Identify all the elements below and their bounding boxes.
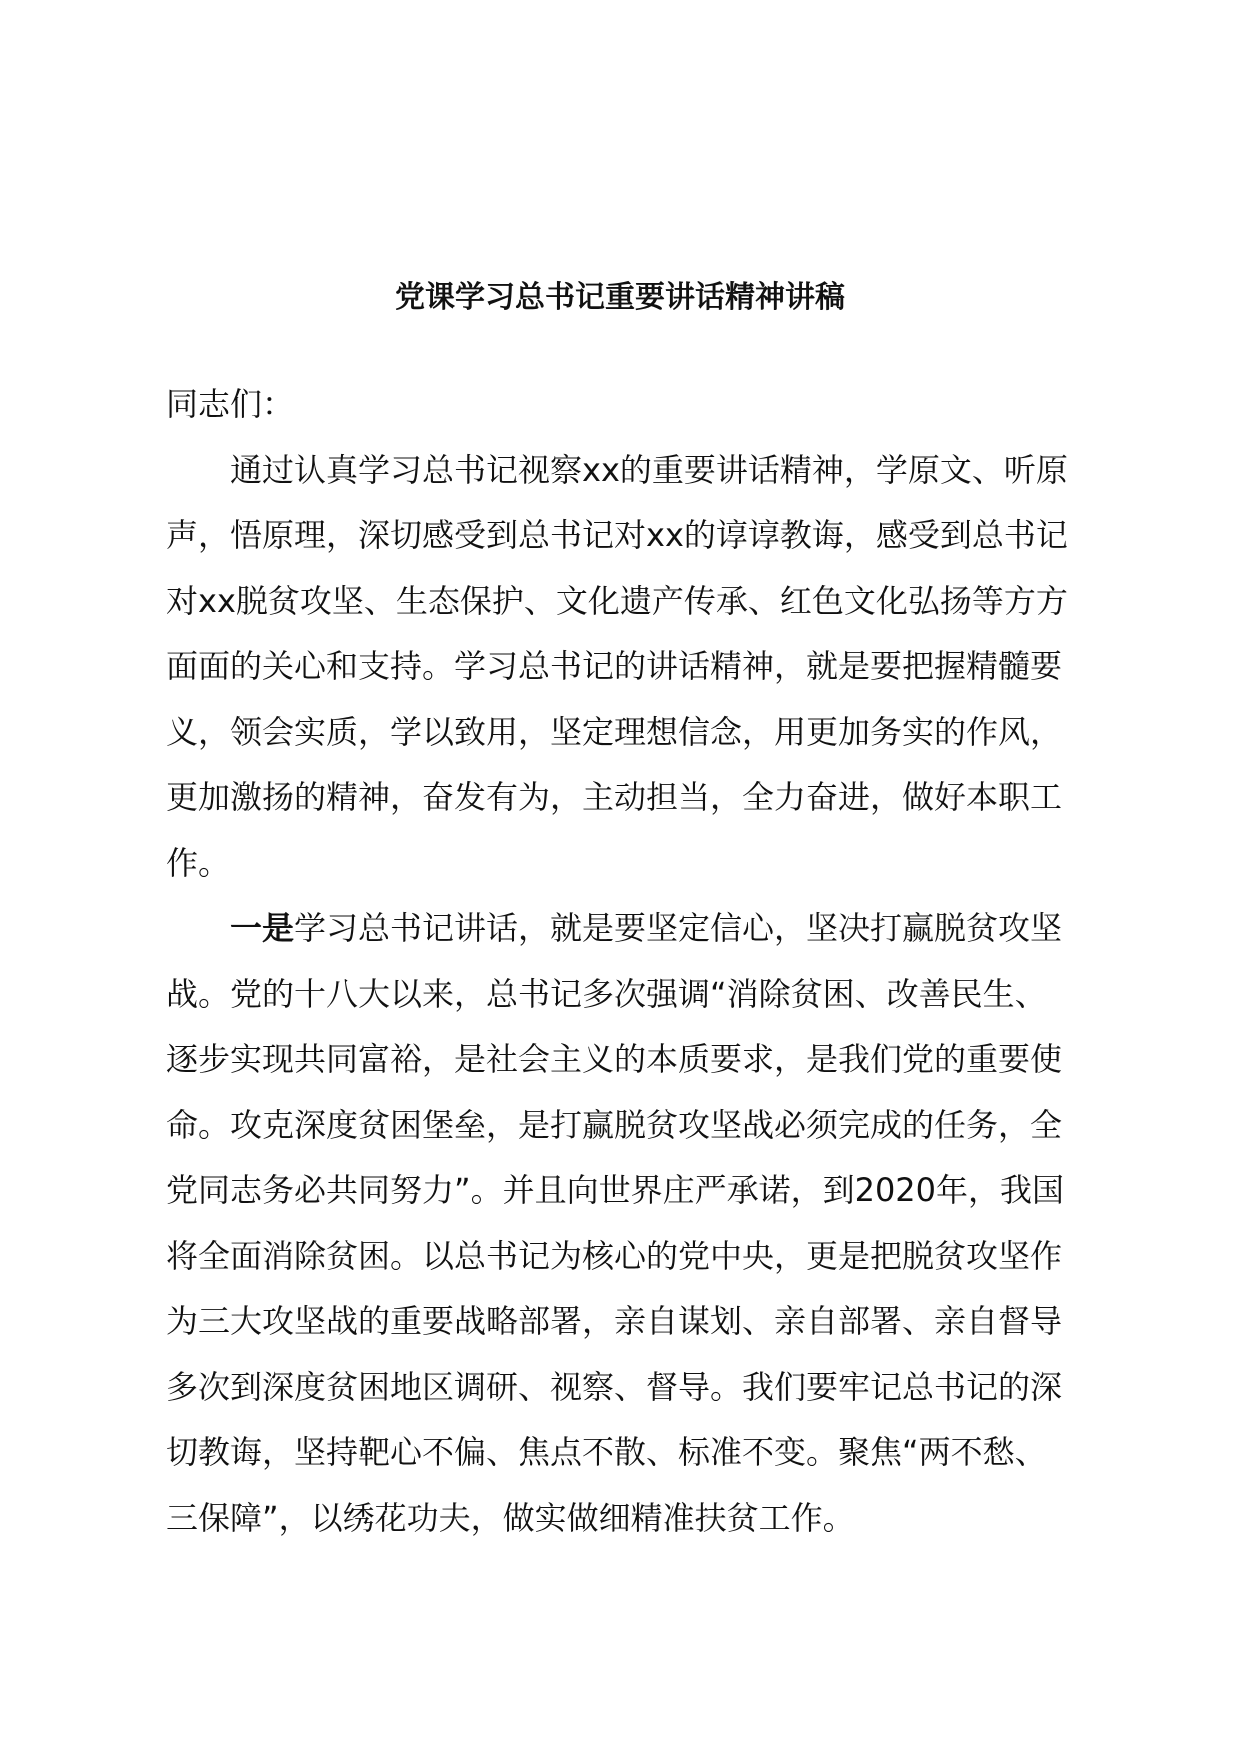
paragraph-2-indent <box>166 909 230 947</box>
salutation: 同志们： <box>166 385 295 423</box>
paragraph-2-lead: 一是 <box>230 909 295 947</box>
document-body <box>166 372 1112 1551</box>
document-title: 党课学习总书记重要讲话精神讲稿 <box>395 280 845 315</box>
paragraph-2 <box>166 896 1112 1551</box>
paragraph-1: 通过认真学习总书记视察xx的重要讲话精神，学原文、听原 声，悟原理，深切感受到总书记对xx的谆谆教诲，感受到总书记 对xx脱贫攻坚、生态保护、文化遗产传承、红色文化弘扬等方方 面面的关心和支持。学习总书记的讲话精神，就是要把握精髓要 义，领会实质，学以致用，坚定理想信念，用更加务实的作风， 更加激扬的精神，奋发有为，主动担当，全力奋进，做好本职工 作。 <box>166 450 1068 882</box>
paragraph-2-text: 学习总书记讲话，就是要坚定信心，坚决打赢脱贫攻坚 战。党的十八大以来，总书记多次强调“消除贫困、改善民生、 逐步实现共同富裕，是社会主义的本质要求，是我们党的重要使 命。攻克深度贫困堡垒，是打赢脱贫攻坚战必须完成的任务，全 党同志务必共同努力”。并且向世界庄严承诺，到2020年，我国 将全面消除贫困。以总书记为核心的党中央，更是把脱贫攻坚作 为三大攻坚战的重要战略部署，亲自谋划、亲自部署、亲自督导 多次到深度贫困地区调研、视察、督导。我们要牢记总书记的深 切教诲，坚持靶心不偏、焦点不散、标准不变。聚焦“两不愁、 三保障”，以绣花功夫，做实做细精准扶贫工作。 <box>166 909 1065 1537</box>
